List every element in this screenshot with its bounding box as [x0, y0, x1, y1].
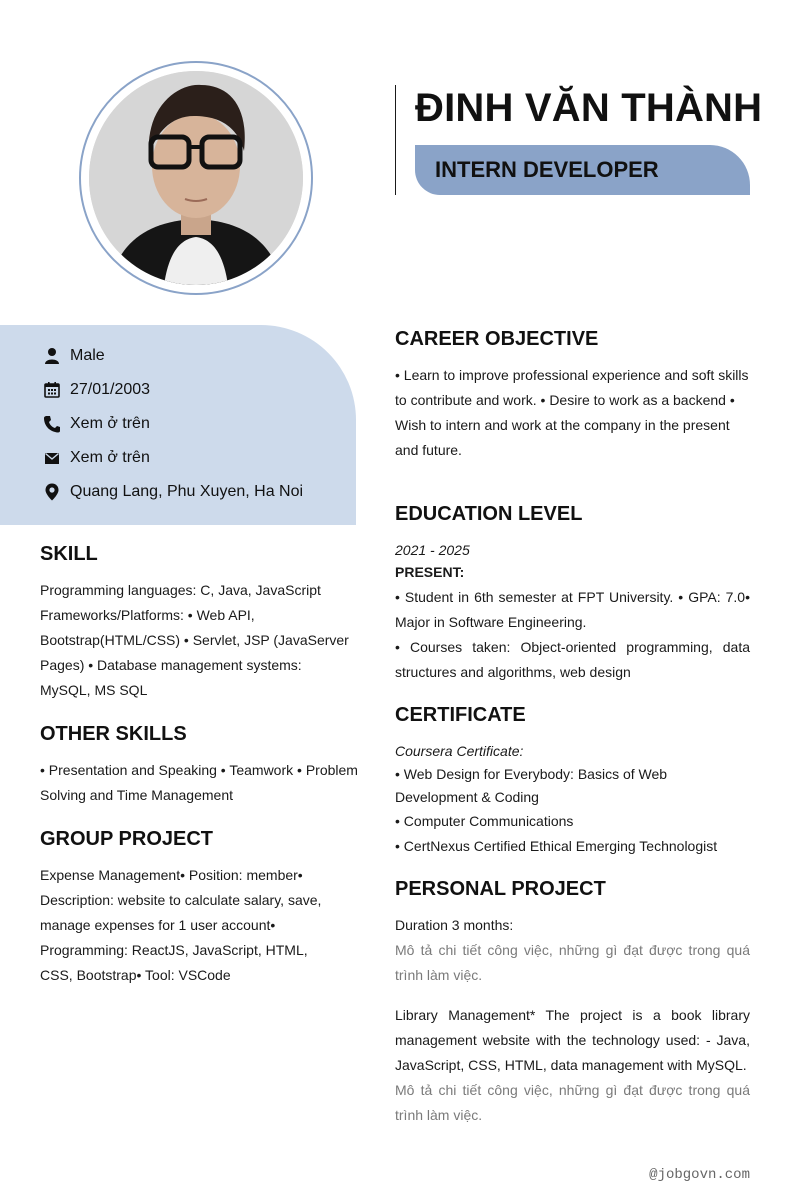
skill-text: Programming languages: C, Java, JavaScript Frameworks/Platforms: • Web API, Bootstrap(HTML/CSS) • Servlet, JSP (JavaServer Pages) • Database management systems: MySQL, MS SQL: [40, 582, 349, 698]
other-skills-title: OTHER SKILLS: [40, 723, 187, 745]
group-project-section: [40, 828, 340, 988]
certificate-item: • Web Design for Everybody: Basics of Web Development & Coding: [395, 766, 668, 805]
skill-section: [40, 543, 356, 703]
project-1-heading: Duration 3 months:: [395, 917, 514, 933]
certificate-item: • Computer Communications: [395, 813, 574, 829]
birthday-text: 27/01/2003: [70, 381, 151, 398]
contact-birthday: [42, 377, 150, 403]
personal-project-section: [395, 878, 750, 1128]
education-section: [395, 503, 750, 685]
phone-icon: [42, 414, 62, 434]
profile-photo: [89, 71, 303, 285]
project-1-description: Mô tả chi tiết công việc, những gì đạt được trong quá trình làm việc.: [395, 942, 750, 983]
contact-phone: [42, 411, 150, 437]
mail-icon: [42, 448, 62, 468]
email-text: Xem ở trên: [70, 449, 150, 466]
profile-photo-frame: [79, 61, 313, 295]
address-text: Quang Lang, Phu Xuyen, Ha Noi: [70, 483, 304, 500]
job-title: INTERN DEVELOPER: [435, 157, 659, 182]
contact-panel: [0, 325, 356, 525]
education-courses: • Courses taken: Object-oriented programming, data structures and algorithms, web design: [395, 639, 750, 680]
education-title: EDUCATION LEVEL: [395, 503, 583, 525]
certificate-issuer: Coursera Certificate:: [395, 743, 524, 759]
group-project-title: GROUP PROJECT: [40, 828, 213, 850]
education-detail: • Student in 6th semester at FPT University. • GPA: 7.0• Major in Software Engineering.: [395, 589, 750, 630]
location-pin-icon: [42, 482, 62, 502]
contact-email: [42, 445, 150, 471]
certificate-title: CERTIFICATE: [395, 704, 526, 726]
other-skills-section: [40, 723, 358, 808]
gender-text: Male: [70, 347, 105, 364]
career-objective-text: • Learn to improve professional experience and soft skills to contribute and work. • Desire to work as a backend • Wish to intern and work at the company in the present and future.: [395, 367, 749, 458]
job-title-banner: [415, 145, 750, 195]
project-2-text: Library Management* The project is a book library management website with the technology used: - Java, JavaScript, CSS, HTML, data management with MySQL.: [395, 1007, 750, 1073]
education-period: 2021 - 2025: [395, 542, 470, 558]
personal-project-title: PERSONAL PROJECT: [395, 878, 606, 900]
candidate-name: ĐINH VĂN THÀNH: [415, 86, 763, 130]
calendar-icon: [42, 380, 62, 400]
education-status: PRESENT:: [395, 564, 465, 580]
contact-address: [42, 479, 303, 505]
person-photo: [89, 71, 303, 285]
certificate-section: [395, 704, 750, 859]
career-objective-section: [395, 328, 750, 463]
header-divider: [395, 85, 396, 195]
certificate-item: • CertNexus Certified Ethical Emerging Technologist: [395, 838, 718, 854]
project-2-description: Mô tả chi tiết công việc, những gì đạt được trong quá trình làm việc.: [395, 1082, 750, 1123]
skill-title: SKILL: [40, 543, 98, 565]
career-objective-title: CAREER OBJECTIVE: [395, 328, 599, 350]
other-skills-text: • Presentation and Speaking • Teamwork • Problem Solving and Time Management: [40, 762, 358, 803]
watermark: @jobgovn.com: [649, 1167, 750, 1183]
person-icon: [42, 346, 62, 366]
contact-gender: [42, 343, 105, 369]
phone-text: Xem ở trên: [70, 415, 150, 432]
group-project-text: Expense Management• Position: member• Description: website to calculate salary, save, manage expenses for 1 user account• Programming: ReactJS, JavaScript, HTML, CSS, Bootstrap• Tool: VSCode: [40, 867, 322, 983]
